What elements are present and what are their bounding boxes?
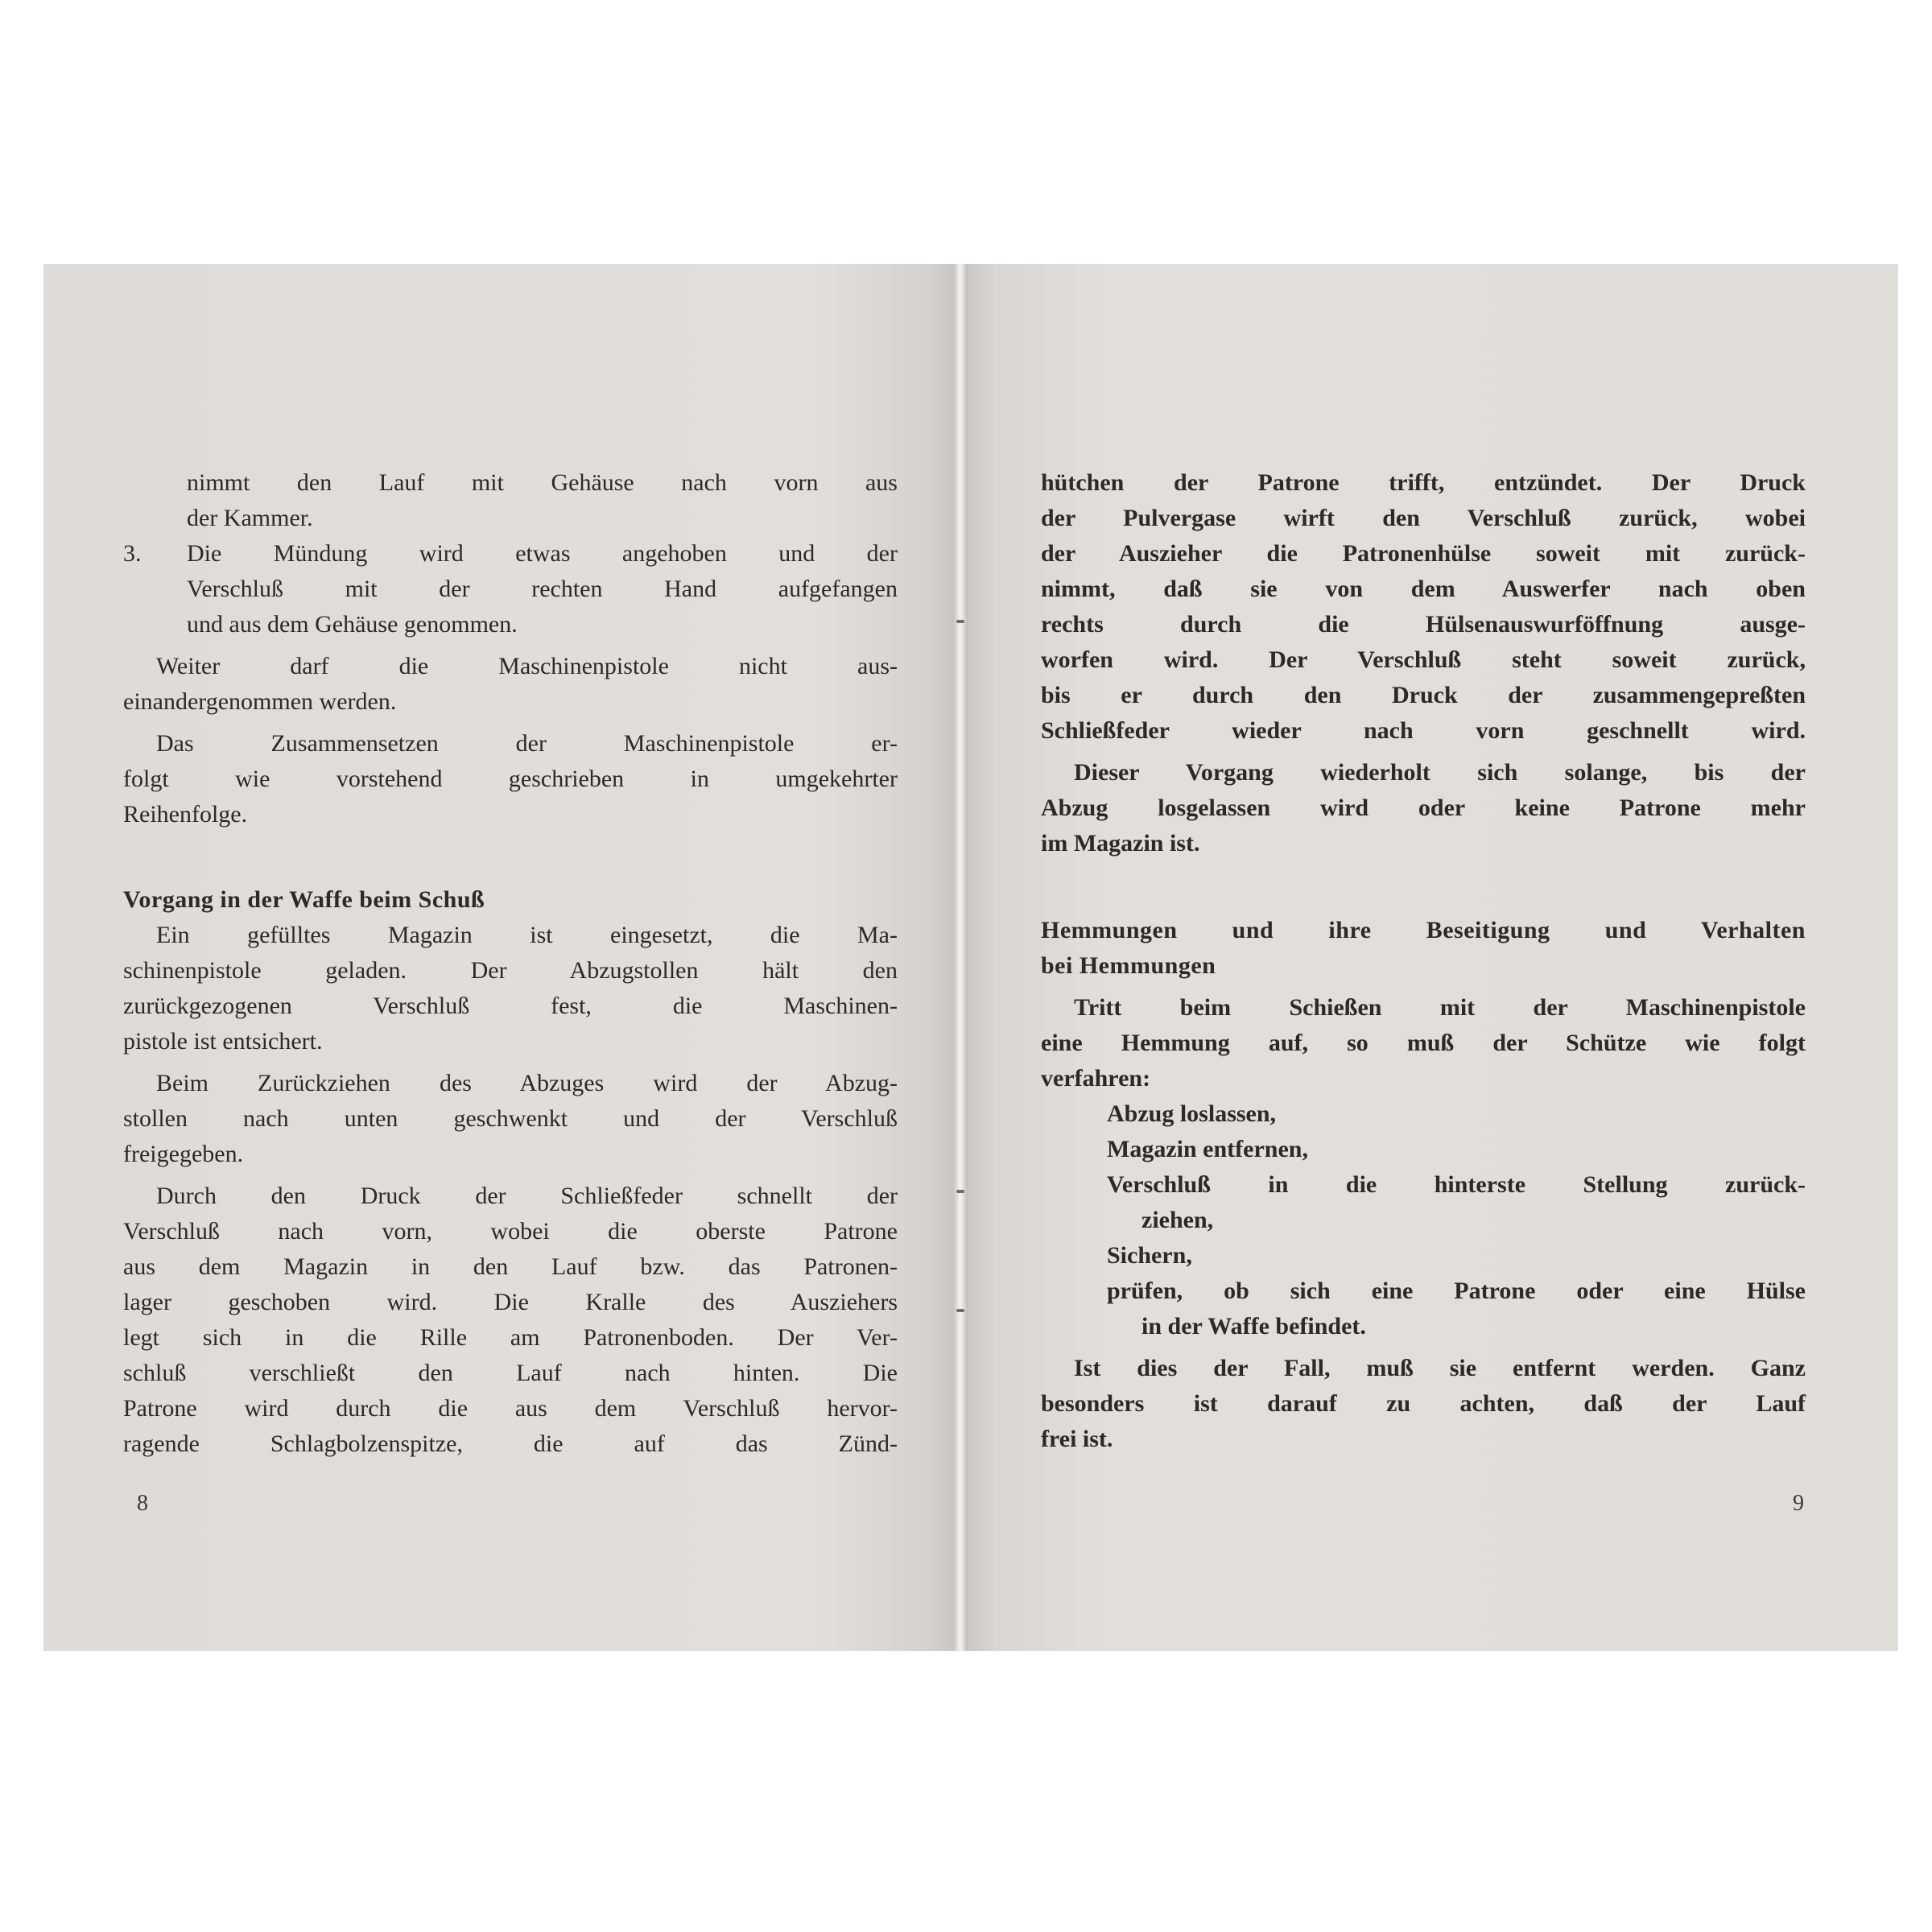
text-line: nimmt den Lauf mit Gehäuse nach vorn aus: [187, 469, 898, 496]
paragraph-ist: [1041, 1351, 1806, 1457]
binding-stitch: [956, 620, 964, 623]
text-line: rechts durch die Hülsenauswurföffnung ausge-: [1041, 611, 1806, 638]
text-line: der Auszieher die Patronenhülse soweit mit zurück-: [1041, 540, 1806, 567]
step-item: Verschluß in die hinterste Stellung zurück-: [1107, 1171, 1806, 1198]
left-page: [43, 264, 953, 1651]
text-line: ragende Schlagbolzenspitze, die auf das Zünd-: [123, 1430, 898, 1457]
book-spread: [43, 264, 1898, 1651]
text-line: 3. Die Mündung wird etwas angehoben und der: [187, 536, 898, 572]
text-line: freigegeben.: [123, 1141, 244, 1167]
right-page: [968, 264, 1898, 1651]
text-line: Verschluß mit der rechten Hand aufgefangen: [187, 576, 898, 602]
text-line: nimmt, daß sie von dem Auswerfer nach oben: [1041, 576, 1806, 602]
section-heading: bei Hemmungen: [1041, 952, 1216, 979]
text-line: besonders ist darauf zu achten, daß der Lauf: [1041, 1390, 1806, 1417]
section-heading-vorgang: [123, 882, 898, 918]
text-line: aus dem Magazin in den Lauf bzw. das Patronen-: [123, 1253, 898, 1280]
paragraph-ein: [123, 918, 898, 1059]
text-line: Ein gefülltes Magazin ist eingesetzt, die Ma-: [156, 922, 898, 948]
paragraph-zusammensetzen: [123, 726, 898, 832]
text-line: legt sich in die Rille am Patronenboden. Der Ver-: [123, 1324, 898, 1351]
text-line: stollen nach unten geschwenkt und der Verschluß: [123, 1105, 898, 1132]
text-line: verfahren:: [1041, 1065, 1151, 1092]
text-line: Beim Zurückziehen des Abzuges wird der Abzug-: [156, 1070, 898, 1096]
text-line: folgt wie vorstehend geschrieben in umgekehrter: [123, 766, 898, 792]
paragraph-continuation: [1041, 465, 1806, 749]
text-line: Dieser Vorgang wiederholt sich solange, bis der: [1074, 759, 1806, 786]
step-item: Magazin entfernen,: [1107, 1136, 1308, 1162]
right-page-text: [1041, 465, 1806, 1457]
text-line: der Kammer.: [187, 505, 313, 531]
text-line: Das Zusammensetzen der Maschinenpistole er-: [156, 730, 898, 757]
text-line: pistole ist entsichert.: [123, 1028, 323, 1055]
page-number: 9: [1793, 1491, 1804, 1516]
text-line: bis er durch den Druck der zusammengepreßten: [1041, 682, 1806, 708]
text-line: Abzug losgelassen wird oder keine Patrone mehr: [1041, 795, 1806, 821]
paragraph-beim: [123, 1066, 898, 1172]
paragraph-tritt: [1041, 990, 1806, 1096]
list-item-3: [123, 536, 898, 642]
text-line: eine Hemmung auf, so muß der Schütze wie folgt: [1041, 1030, 1806, 1056]
paragraph-weiter: [123, 649, 898, 720]
text-line: lager geschoben wird. Die Kralle des Ausziehers: [123, 1289, 898, 1315]
binding-stitch: [956, 1190, 964, 1193]
text-line: und aus dem Gehäuse genommen.: [187, 611, 518, 638]
list-item-2-continuation: [123, 465, 898, 536]
section-heading: Vorgang in der Waffe beim Schuß: [123, 886, 485, 913]
text-line: worfen wird. Der Verschluß steht soweit zurück,: [1041, 646, 1806, 673]
text-line: Verschluß nach vorn, wobei die oberste Patrone: [123, 1218, 898, 1245]
text-line: frei ist.: [1041, 1426, 1113, 1452]
section-heading: Hemmungen und ihre Beseitigung und Verhalten: [1041, 917, 1806, 943]
book-gutter: [953, 264, 968, 1651]
step-item: Sichern,: [1107, 1242, 1192, 1269]
list-number: 3.: [123, 540, 142, 567]
text-line: Schließfeder wieder nach vorn geschnellt wird.: [1041, 717, 1806, 744]
left-page-text: [123, 465, 898, 1462]
page-number: 8: [137, 1491, 148, 1516]
text-line: Patrone wird durch die aus dem Verschluß hervor-: [123, 1395, 898, 1422]
paragraph-dieser: [1041, 755, 1806, 861]
text-line: hütchen der Patrone trifft, entzündet. Der Druck: [1041, 469, 1806, 496]
step-item: prüfen, ob sich eine Patrone oder eine Hülse: [1107, 1278, 1806, 1304]
binding-stitch: [956, 1309, 964, 1312]
section-heading-hemmungen: [1041, 913, 1806, 984]
text-line: Tritt beim Schießen mit der Maschinenpistole: [1074, 994, 1806, 1021]
text-line: schinenpistole geladen. Der Abzugstollen hält den: [123, 957, 898, 984]
step-item-continuation: ziehen,: [1141, 1207, 1214, 1233]
text-line: im Magazin ist.: [1041, 830, 1200, 857]
text-line: der Pulvergase wirft den Verschluß zurück, wobei: [1041, 505, 1806, 531]
text-line: zurückgezogenen Verschluß fest, die Maschinen-: [123, 993, 898, 1019]
text-line: Ist dies der Fall, muß sie entfernt werden. Ganz: [1074, 1355, 1806, 1381]
text-line: Durch den Druck der Schließfeder schnellt der: [156, 1183, 898, 1209]
procedure-steps: [1041, 1096, 1806, 1344]
text-line: schluß verschließt den Lauf nach hinten. Die: [123, 1360, 898, 1386]
step-item-continuation: in der Waffe befindet.: [1141, 1313, 1366, 1340]
text-line: einandergenommen werden.: [123, 688, 397, 715]
text-line: Reihenfolge.: [123, 801, 248, 828]
step-item: Abzug loslassen,: [1107, 1100, 1277, 1127]
text-line: Weiter darf die Maschinenpistole nicht aus-: [156, 653, 898, 679]
paragraph-durch: [123, 1179, 898, 1462]
